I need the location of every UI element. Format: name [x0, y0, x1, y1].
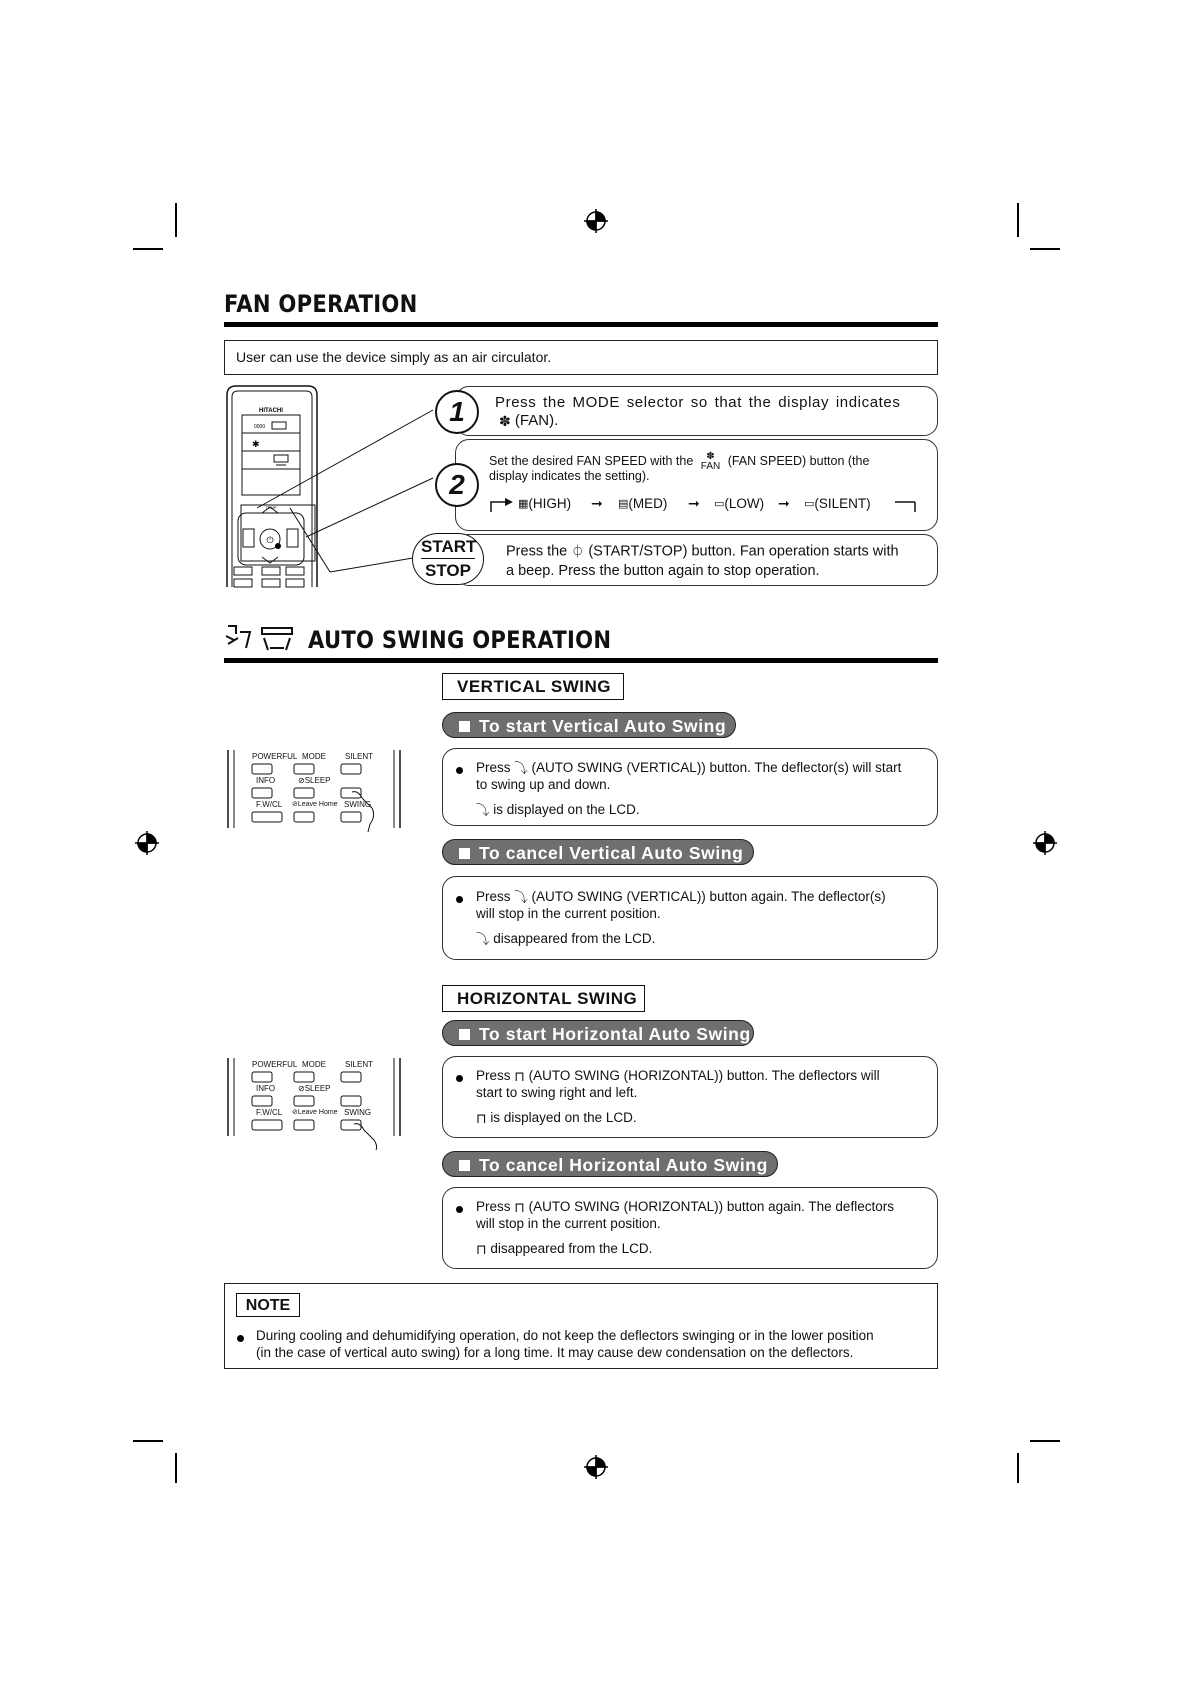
- swing-title-icons: [224, 622, 300, 654]
- step1-text-a: Press the MODE selector so that the display indicates: [495, 394, 901, 411]
- bullet: [456, 1075, 463, 1082]
- vertical-start-text-b: to swing up and down.: [476, 777, 611, 792]
- bullet: [456, 767, 463, 774]
- start-stop-box: [455, 534, 938, 586]
- note-label: NOTE: [236, 1293, 300, 1317]
- keypad-horizontal: [226, 1056, 402, 1150]
- note-text-b: (in the case of vertical auto swing) for a long time. It may cause dew condensation on the deflectors.: [256, 1345, 854, 1360]
- svg-text:0000: 0000: [254, 424, 266, 430]
- arrow-icon: ➞: [778, 495, 790, 511]
- horizontal-start-text-c: ⊓ is displayed on the LCD.: [476, 1110, 637, 1126]
- start-stop-text-b: a beep. Press the button again to stop operation.: [506, 563, 820, 579]
- fan-label: FAN: [700, 461, 721, 472]
- svg-text:⏻: ⏻: [266, 535, 274, 545]
- vertical-start-text-a: Press ⤵ (AUTO SWING (VERTICAL)) button. The deflector(s) will start: [476, 760, 902, 776]
- keypad-vertical: [226, 748, 402, 830]
- horizontal-cancel-text-a: Press ⊓ (AUTO SWING (HORIZONTAL)) button again. The deflectors: [476, 1199, 894, 1215]
- horizontal-start-text-b: start to swing right and left.: [476, 1085, 638, 1100]
- horizontal-start-box: [442, 1056, 938, 1138]
- speed-silent: ▭(SILENT): [804, 496, 871, 511]
- vertical-swing-icon: ⤵: [476, 931, 490, 947]
- vertical-cancel-text-a: Press ⤵ (AUTO SWING (VERTICAL)) button again. The deflector(s): [476, 889, 886, 905]
- horizontal-cancel-pill: To cancel Horizontal Auto Swing: [442, 1151, 778, 1177]
- horizontal-swing-icon: ⊓: [476, 1110, 487, 1126]
- step2-text-a: Set the desired FAN SPEED with the: [489, 454, 694, 468]
- vertical-cancel-text-c: ⤵ disappeared from the LCD.: [476, 931, 656, 947]
- fan-icon: ✽: [499, 412, 511, 429]
- intro-text: User can use the device simply as an air circulator.: [236, 349, 552, 365]
- key-fwcl: F.W/CL: [256, 800, 283, 809]
- vertical-start-pill: To start Vertical Auto Swing: [442, 712, 736, 738]
- step1-text-b: (FAN).: [514, 412, 559, 429]
- step2-number: 2: [435, 463, 479, 507]
- title-rule: [224, 658, 938, 663]
- key-powerful: POWERFUL: [252, 1060, 298, 1069]
- key-silent: SILENT: [345, 1060, 374, 1069]
- stop-label: STOP: [425, 561, 471, 580]
- step2-text-c: display indicates the setting).: [489, 469, 650, 483]
- key-info: INFO: [256, 776, 276, 785]
- step1-text-b-wrap: [499, 412, 558, 430]
- key-info: INFO: [256, 1084, 276, 1093]
- vertical-cancel-text-b: will stop in the current position.: [476, 906, 661, 921]
- horizontal-swing-icon: [262, 628, 292, 650]
- note-text-a: During cooling and dehumidifying operation, do not keep the deflectors swinging or in the lower position: [256, 1328, 874, 1343]
- arrow-icon: ➞: [591, 495, 603, 511]
- key-fwcl: F.W/CL: [256, 1108, 283, 1117]
- fan-operation-title: FAN OPERATION: [224, 290, 418, 318]
- vertical-swing-header: VERTICAL SWING: [442, 673, 624, 700]
- vertical-swing-icon: ⤵: [514, 889, 528, 905]
- speed-high: ▦(HIGH): [518, 496, 572, 511]
- note-box: [224, 1283, 938, 1369]
- horizontal-cancel-text-c: ⊓ disappeared from the LCD.: [476, 1241, 653, 1257]
- bullet: [456, 1206, 463, 1213]
- vertical-swing-icon: [226, 626, 250, 648]
- horizontal-cancel-box: [442, 1187, 938, 1269]
- key-mode: MODE: [302, 1060, 326, 1069]
- fan-speed-icon: ✽ FAN: [700, 451, 721, 472]
- key-swing: SWING: [344, 800, 372, 809]
- start-label: START: [421, 536, 475, 559]
- horizontal-start-text-a: Press ⊓ (AUTO SWING (HORIZONTAL)) button. The deflectors will: [476, 1068, 880, 1084]
- vertical-swing-icon: ⤵: [514, 760, 528, 776]
- speed-low: ▭(LOW): [714, 496, 765, 511]
- vertical-swing-icon: ⤵: [476, 802, 490, 818]
- arrow-icon: ➞: [688, 495, 700, 511]
- start-stop-text-a: Press the ⏀ (START/STOP) button. Fan operation starts with: [506, 543, 899, 560]
- horizontal-swing-icon: ⊓: [514, 1199, 525, 1215]
- vertical-start-box: [442, 748, 938, 826]
- step2-text-b: (FAN SPEED) button (the: [727, 454, 870, 468]
- key-sleep: ⊘SLEEP: [298, 1084, 331, 1093]
- bullet: [237, 1335, 244, 1342]
- vertical-cancel-box: [442, 876, 938, 960]
- horizontal-start-pill: To start Horizontal Auto Swing: [442, 1020, 754, 1046]
- speed-med: ▤(MED): [618, 496, 668, 511]
- auto-swing-title: AUTO SWING OPERATION: [308, 626, 612, 654]
- key-silent: SILENT: [345, 752, 374, 761]
- remote-brand: HITACHI: [259, 408, 283, 414]
- horizontal-swing-icon: ⊓: [476, 1241, 487, 1257]
- svg-text:✱: ✱: [252, 439, 260, 449]
- vertical-start-text-c: ⤵ is displayed on the LCD.: [476, 802, 640, 818]
- key-powerful: POWERFUL: [252, 752, 298, 761]
- key-leavehome: ⊘Leave Home: [292, 801, 338, 808]
- step2-box: [455, 439, 938, 531]
- horizontal-swing-header: HORIZONTAL SWING: [442, 985, 645, 1012]
- key-swing: SWING: [344, 1108, 372, 1117]
- horizontal-swing-icon: ⊓: [514, 1068, 525, 1084]
- key-sleep: ⊘SLEEP: [298, 776, 331, 785]
- key-leavehome: ⊘Leave Home: [292, 1109, 338, 1116]
- bullet: [456, 896, 463, 903]
- step1-box: [455, 386, 938, 436]
- horizontal-cancel-text-b: will stop in the current position.: [476, 1216, 661, 1231]
- key-mode: MODE: [302, 752, 326, 761]
- vertical-cancel-pill: To cancel Vertical Auto Swing: [442, 839, 754, 865]
- svg-text:TEMP: TEMP: [265, 505, 277, 510]
- power-icon: ⏀: [571, 544, 585, 559]
- start-stop-badge: [412, 533, 484, 585]
- step1-number: 1: [435, 390, 479, 434]
